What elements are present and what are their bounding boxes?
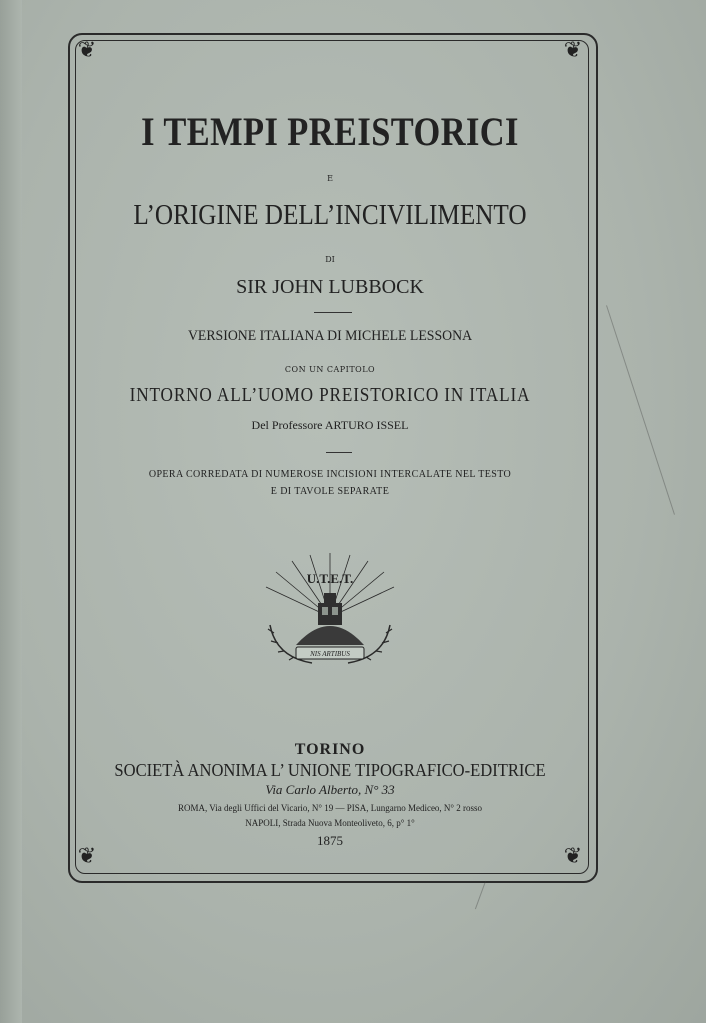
branch-offices-2: NAPOLI, Strada Nuova Monteoliveto, 6, p° 1° xyxy=(245,818,415,828)
translator-line: VERSIONE ITALIANA DI MICHELE LESSONA xyxy=(187,328,473,344)
chapter-author: Del Professore ARTURO ISSEL xyxy=(251,418,409,432)
chapter-title: INTORNO ALL’UOMO PREISTORICO IN ITALIA xyxy=(129,384,531,406)
illustrations-note-2: E DI TAVOLE SEPARATE xyxy=(270,486,390,497)
imprint-city: TORINO xyxy=(294,741,366,758)
chapter-intro: CON UN CAPITOLO xyxy=(284,365,376,374)
illustrations-note: OPERA CORREDATA DI NUMEROSE INCISIONI INTERCALATE NEL TESTO xyxy=(148,469,512,480)
corner-ornament-icon: ❦ xyxy=(563,38,583,63)
emblem-motto: NIS ARTIBUS xyxy=(310,650,350,658)
corner-ornament-icon: ❦ xyxy=(77,844,97,869)
divider xyxy=(314,312,352,313)
spine-edge xyxy=(0,0,22,1023)
publisher-name: SOCIETÀ ANONIMA L’ UNIONE TIPOGRAFICO-EDITRICE xyxy=(114,760,546,780)
divider xyxy=(326,452,352,453)
conjunction: E xyxy=(327,174,333,183)
by-label: DI xyxy=(325,255,335,264)
branch-offices: ROMA, Via degli Uffici del Vicario, N° 19 — PISA, Lungarno Mediceo, N° 2 rosso xyxy=(177,803,483,813)
publisher-address: Via Carlo Alberto, N° 33 xyxy=(265,782,395,797)
book-subtitle: L’ORIGINE DELL’INCIVILIMENTO xyxy=(133,200,527,231)
emblem-letters: U.T.E.T. xyxy=(306,571,354,586)
publication-year: 1875 xyxy=(317,833,343,848)
publisher-emblem xyxy=(256,547,404,677)
author-name: SIR JOHN LUBBOCK xyxy=(236,276,424,298)
corner-ornament-icon: ❦ xyxy=(563,844,583,869)
book-title: I TEMPI PREISTORICI xyxy=(141,109,519,154)
corner-ornament-icon: ❦ xyxy=(77,38,97,63)
